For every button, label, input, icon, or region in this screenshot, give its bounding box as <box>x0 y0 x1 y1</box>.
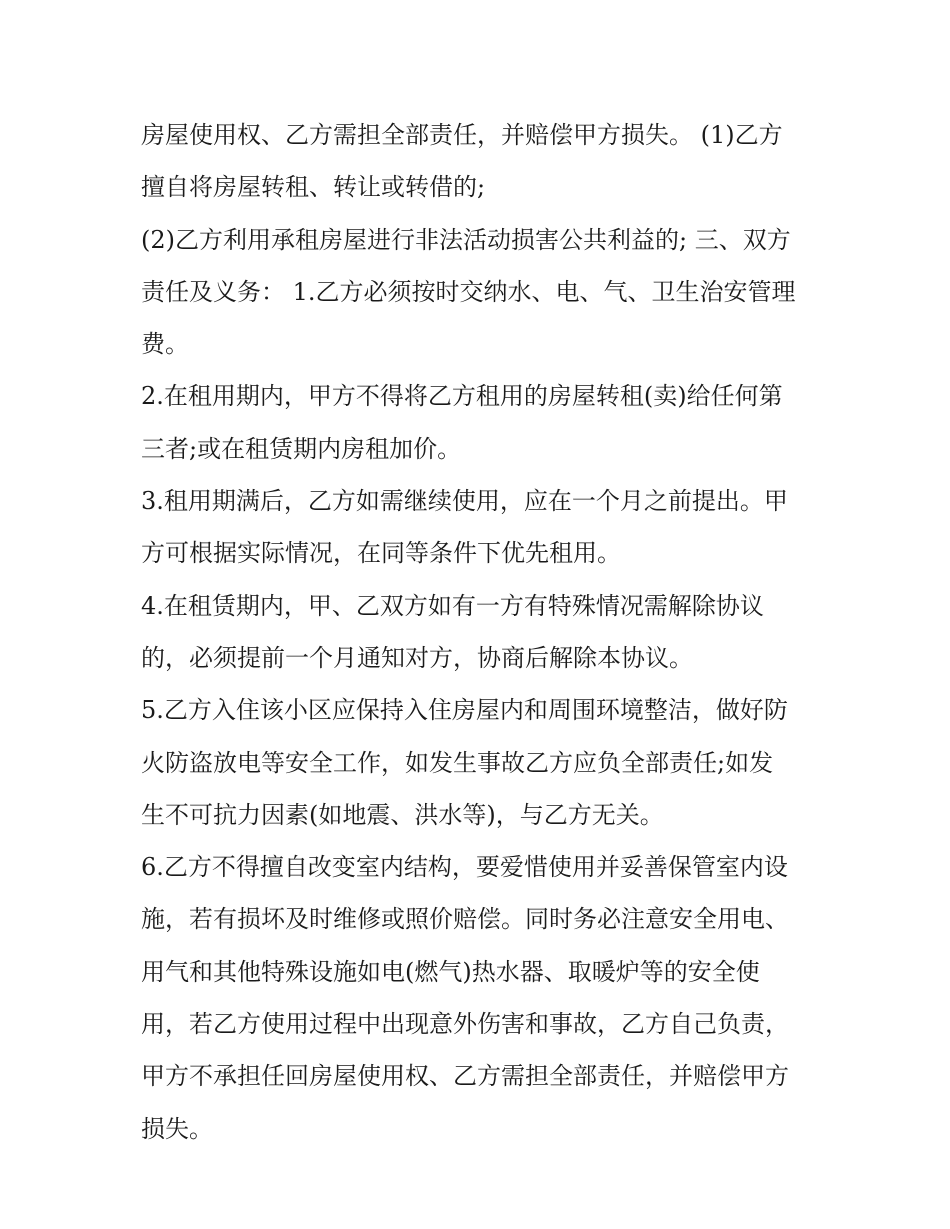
contract-text <box>141 109 821 1155</box>
text-line: 甲方不承担任回房屋使用权、乙方需担全部责任，并赔偿甲方 <box>141 1062 789 1091</box>
text-line: 生不可抗力因素(如地震、洪水等)，与乙方无关。 <box>141 800 664 829</box>
text-line: 6.乙方不得擅自改变室内结构，要爱惜使用并妥善保管室内设 <box>141 853 788 882</box>
text-line: 损失。 <box>141 1114 213 1143</box>
text-line: 费。 <box>141 330 189 359</box>
text-line: 4.在租赁期内，甲、乙双方如有一方有特殊情况需解除协议 <box>141 591 764 620</box>
text-line: 责任及义务： 1.乙方必须按时交纳水、电、气、卫生治安管理 <box>141 277 796 306</box>
text-line: 火防盗放电等安全工作，如发生事故乙方应负全部责任;如发 <box>141 748 774 777</box>
text-line: 房屋使用权、乙方需担全部责任，并赔偿甲方损失。 (1)乙方 <box>141 121 783 149</box>
text-line: 3.租用期满后，乙方如需继续使用，应在一个月之前提出。甲 <box>141 487 788 516</box>
text-line: 的，必须提前一个月通知对方，协商后解除本协议。 <box>141 643 693 672</box>
text-line: 方可根据实际情况，在同等条件下优先租用。 <box>141 539 621 568</box>
text-line: 擅自将房屋转租、转让或转借的; <box>141 173 486 202</box>
text-line: 三者;或在租赁期内房租加价。 <box>141 434 462 463</box>
text-line: 施，若有损坏及时维修或照价赔偿。同时务必注意安全用电、 <box>141 905 789 934</box>
text-line: (2)乙方利用承租房屋进行非法活动损害公共利益的; 三、双方 <box>141 225 791 254</box>
text-line: 用气和其他特殊设施如电(燃气)热水器、取暖炉等的安全使 <box>141 957 760 986</box>
text-line: 用，若乙方使用过程中出现意外伤害和事故，乙方自己负责， <box>141 1010 789 1039</box>
text-line: 5.乙方入住该小区应保持入住房屋内和周围环境整洁，做好防 <box>141 696 788 725</box>
text-line: 2.在租用期内，甲方不得将乙方租用的房屋转租(卖)给任何第 <box>141 382 783 411</box>
